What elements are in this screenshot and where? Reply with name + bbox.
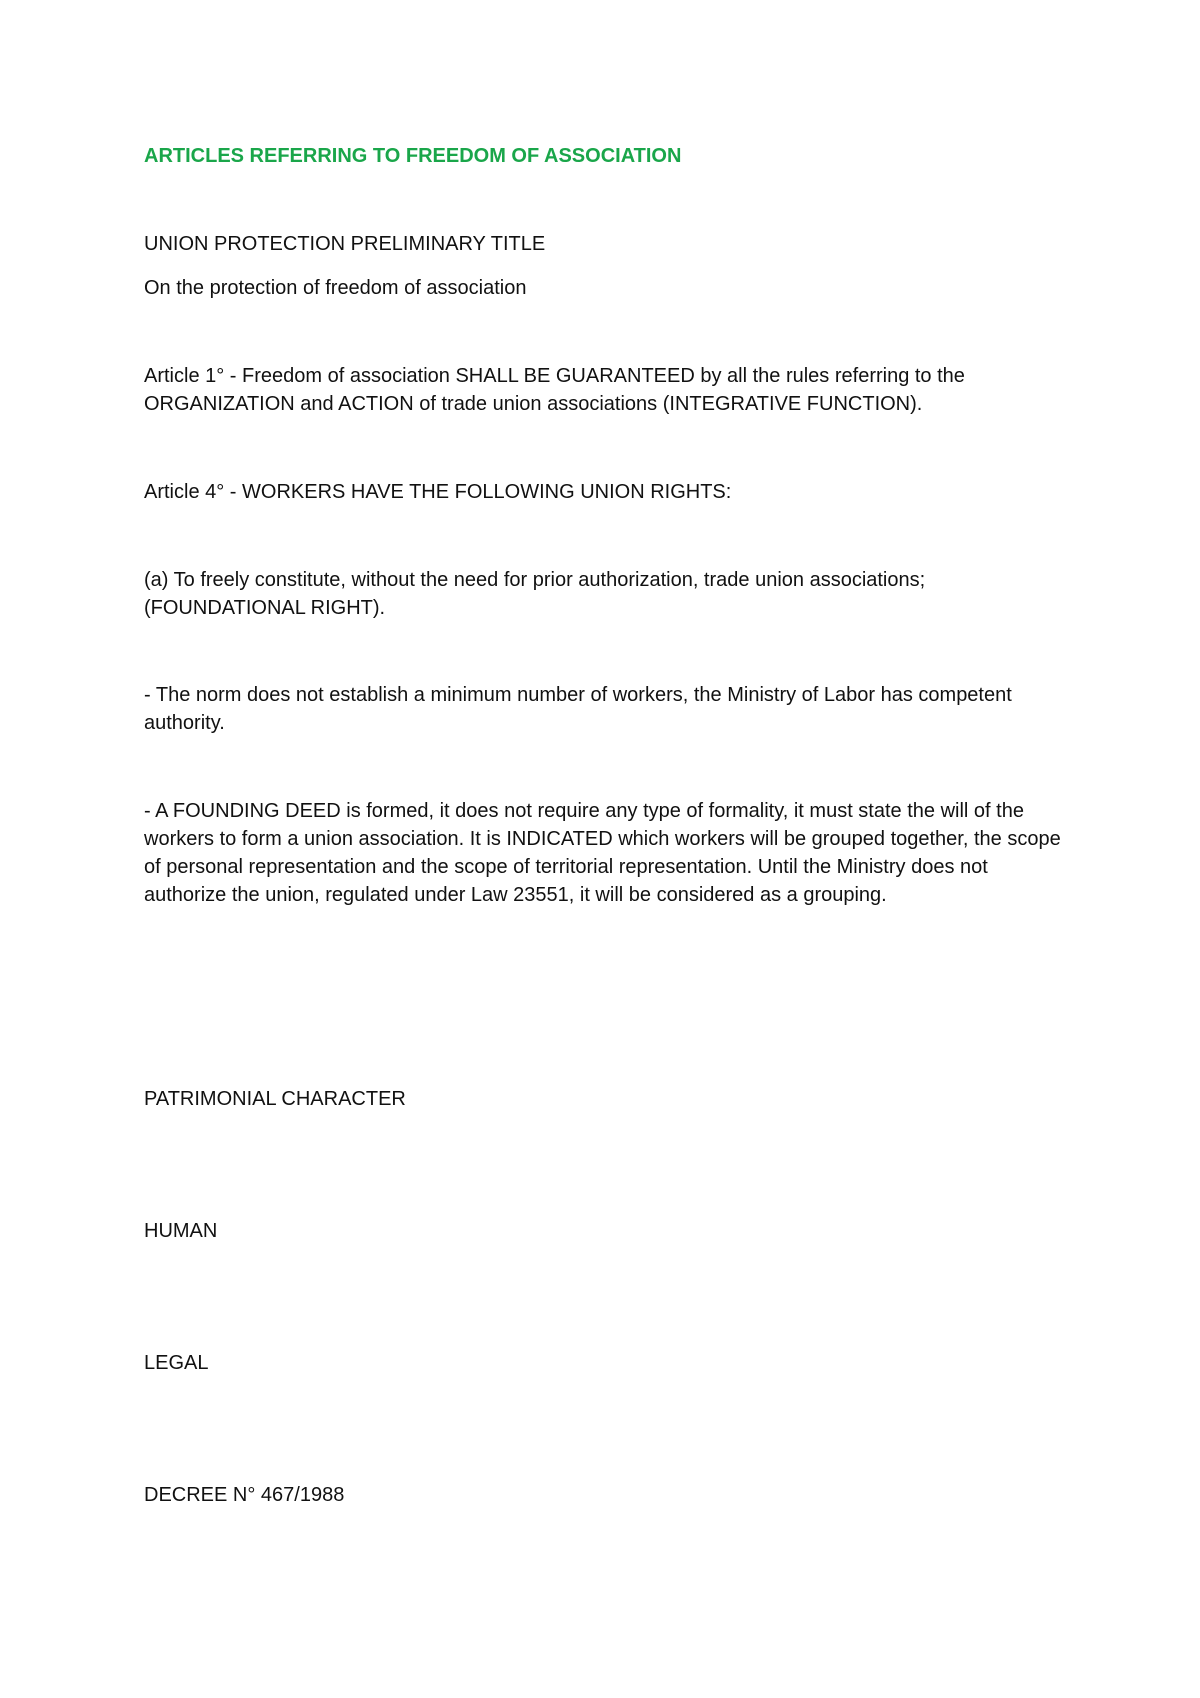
article-1-paragraph: Article 1° - Freedom of association SHALL BE GUARANTEED by all the rules referring to the ORGANIZATION and ACTION of trade union associations (INTEGRATIVE FUNCTION). xyxy=(144,365,965,415)
right-a-paragraph: (a) To freely constitute, without the need for prior authorization, trade union associations; (FOUNDATIONAL RIGHT). xyxy=(144,569,926,619)
subheading-protection: On the protection of freedom of association xyxy=(144,277,527,299)
heading-human: HUMAN xyxy=(144,1220,218,1242)
article-4-paragraph: Article 4° - WORKERS HAVE THE FOLLOWING UNION RIGHTS: xyxy=(144,481,732,503)
document-title: ARTICLES REFERRING TO FREEDOM OF ASSOCIATION xyxy=(144,145,682,167)
norm-note-paragraph: - The norm does not establish a minimum number of workers, the Ministry of Labor has competent authority. xyxy=(144,684,1012,734)
heading-union-protection: UNION PROTECTION PRELIMINARY TITLE xyxy=(144,233,546,255)
founding-deed-paragraph: - A FOUNDING DEED is formed, it does not require any type of formality, it must state the will of the workers to form a union association. It is INDICATED which workers will be grouped together, the scope of personal representation and the scope of territorial representation. Until the Ministry does not authorize the union, regulated under Law 23551, it will be considered as a grouping. xyxy=(144,800,1061,906)
heading-legal: LEGAL xyxy=(144,1352,209,1374)
heading-decree: DECREE N° 467/1988 xyxy=(144,1484,345,1506)
heading-patrimonial-character: PATRIMONIAL CHARACTER xyxy=(144,1088,406,1110)
